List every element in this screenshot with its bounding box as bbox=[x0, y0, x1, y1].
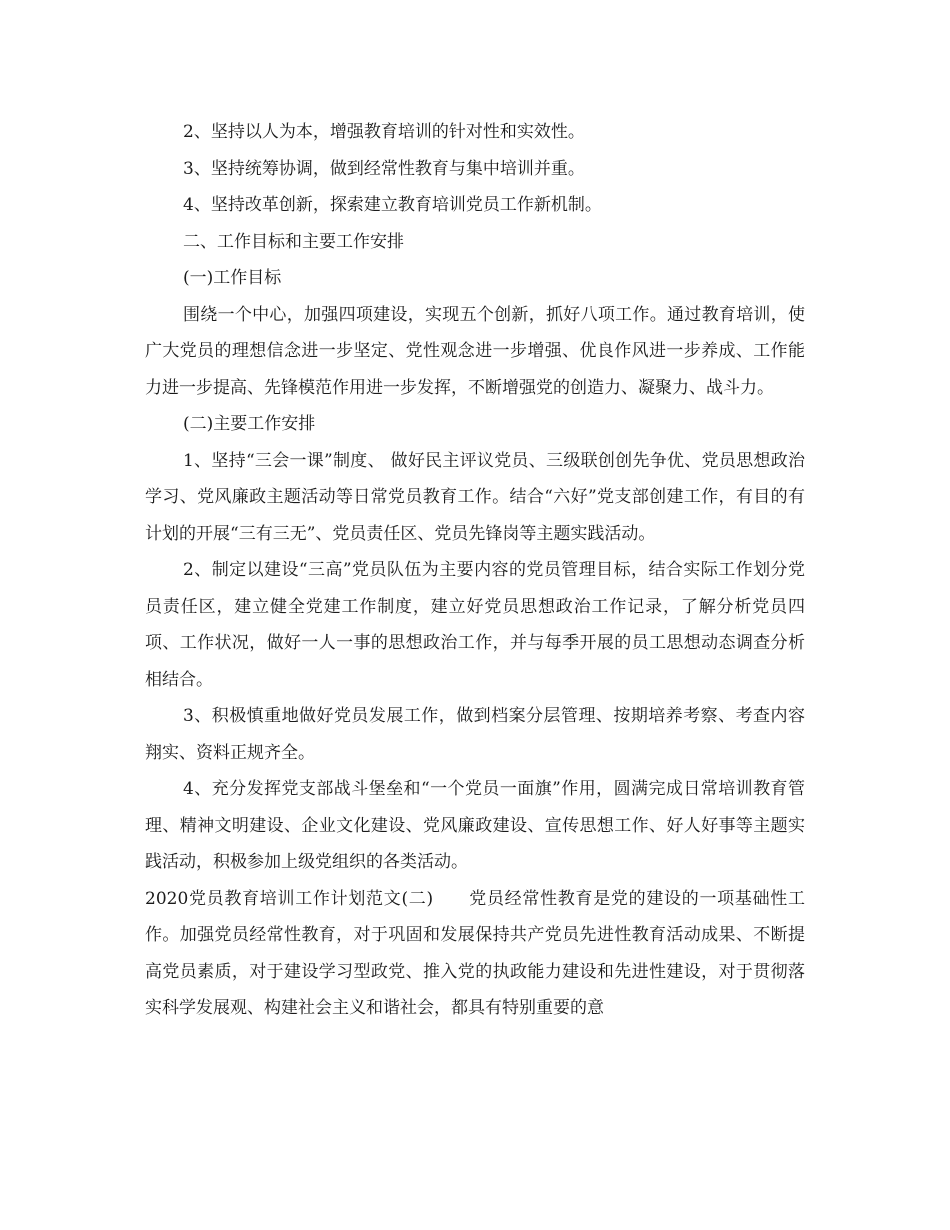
principle-item-2: 2、坚持以人为本，增强教育培训的针对性和实效性。 bbox=[183, 122, 585, 142]
goals-paragraph: 围绕一个中心，加强四项建设，实现五个创新，抓好八项工作。通过教育培训，使广大党员的理想信念进一步坚定、党性观念进一步增强、优良作风进一步养成、工作能力进一步提高、先锋模范作用进一步发挥，不断增强党的创造力、凝聚力、战斗力。 bbox=[145, 304, 805, 398]
arrangement-item-2: 2、制定以建设“三高”党员队伍为主要内容的党员管理目标，结合实际工作划分党员责任区，建立健全党建工作制度，建立好党员思想政治工作记录，了解分析党员四项、工作状况，做好一人一事的思想政治工作，并与每季开展的员工思想动态调查分析相结合。 bbox=[145, 560, 805, 690]
subsection-heading-goals: (一)工作目标 bbox=[183, 268, 282, 288]
arrangement-item-3: 3、积极慎重地做好党员发展工作，做到档案分层管理、按期培养考察、考查内容翔实、资料正规齐全。 bbox=[145, 706, 805, 763]
principle-item-4: 4、坚持改革创新，探索建立教育培训党员工作新机制。 bbox=[183, 195, 602, 215]
plan-example-two-paragraph: 2020党员教育培训工作计划范文(二) 党员经常性教育是党的建设的一项基础性工作。加强党员经常性教育，对于巩固和发展保持共产党员先进性教育活动成果、不断提高党员素质，对于建设学习型政党、推入党的执政能力建设和先进性建设，对于贯彻落实科学发展观、构建社会主义和谐社会，都具有特别重要的意 bbox=[145, 888, 805, 1018]
subsection-heading-arrangements: (二)主要工作安排 bbox=[183, 414, 316, 434]
document-body bbox=[145, 114, 805, 1027]
principle-item-3: 3、坚持统筹协调，做到经常性教育与集中培训并重。 bbox=[183, 158, 585, 179]
section-heading-goals-arrangements: 二、工作目标和主要工作安排 bbox=[183, 231, 404, 252]
arrangement-item-4: 4、充分发挥党支部战斗堡垒和“一个党员一面旗”作用，圆满完成日常培训教育管理、精神文明建设、企业文化建设、党风廉政建设、宣传思想工作、好人好事等主题实践活动，积极参加上级党组织的各类活动。 bbox=[145, 779, 805, 872]
arrangement-item-1: 1、坚持“三会一课”制度、 做好民主评议党员、三级联创创先争优、党员思想政治学习、党风廉政主题活动等日常党员教育工作。结合“六好”党支部创建工作，有目的有计划的开展“三有三无”、党员责任区、党员先锋岗等主题实践活动。 bbox=[145, 450, 805, 544]
